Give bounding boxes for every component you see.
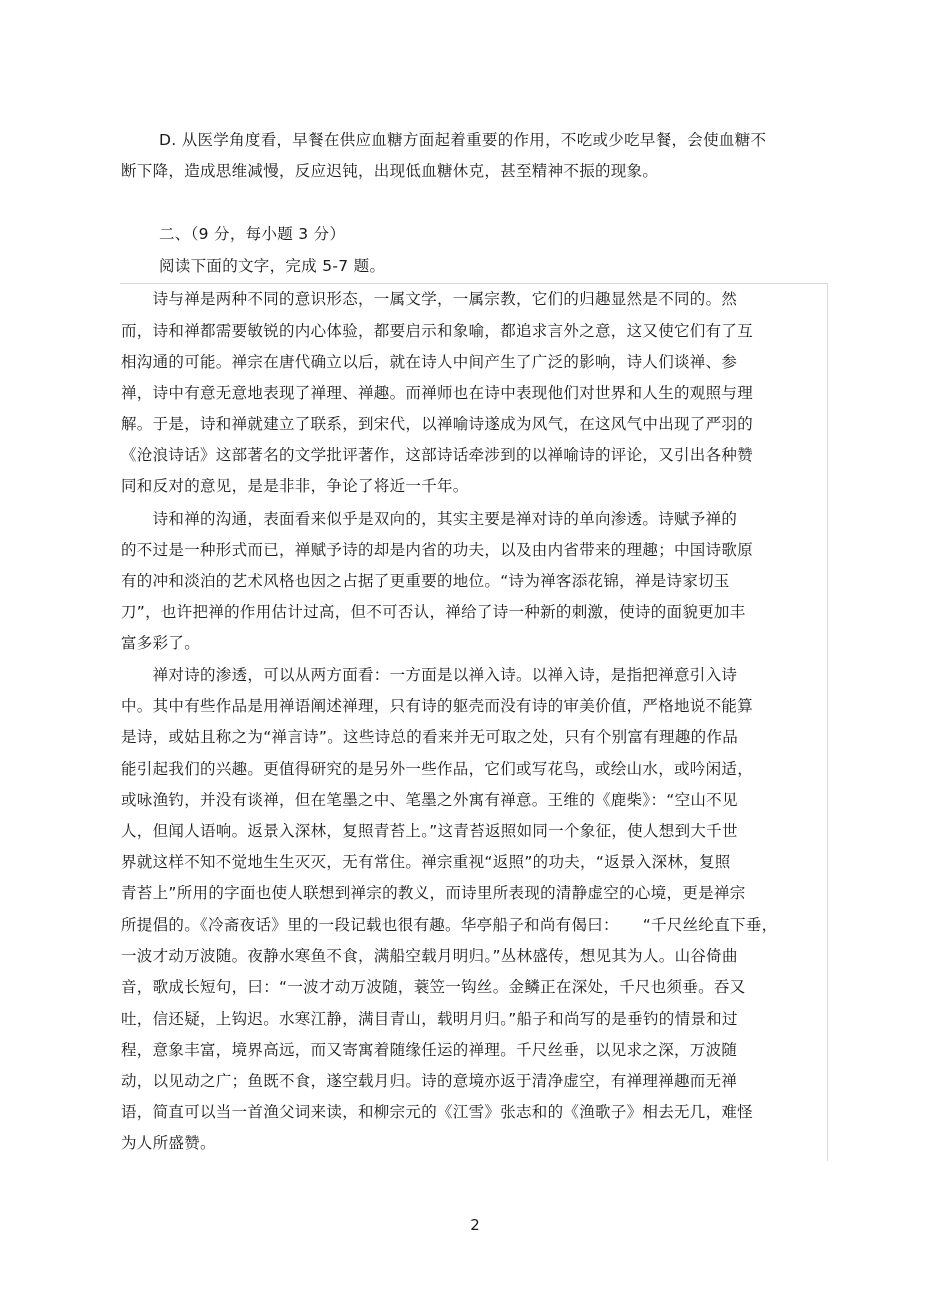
passage-line: 或咏渔钓，并没有谈禅，但在笔墨之中、笔墨之外寓有禅意。王维的《鹿柴》：“空山不见	[121, 791, 738, 809]
passage-line: 界就这样不知不觉地生生灭灭，无有常住。禅宗重视“返照”的功夫，“返景入深林，复照	[121, 853, 731, 871]
passage-line: 《沧浪诗话》这部著名的文学批评著作，这部诗话牵涉到的以禅喻诗的评论，又引出各种赞	[121, 446, 754, 464]
passage-line: 有的冲和淡泊的艺术风格也因之占据了更重要的地位。“诗为禅客添花锦，禅是诗家切玉	[121, 572, 730, 590]
option-d-line-1: D. 从医学角度看，早餐在供应血糖方面起着重要的作用，不吃或少吃早餐，会使血糖不	[159, 131, 767, 149]
passage-line: 同和反对的意见，是是非非，争论了将近一千年。	[121, 477, 469, 495]
passage-line: 的不过是一种形式而已，禅赋予诗的却是内省的功夫，以及由内省带来的理趣；中国诗歌原	[121, 541, 754, 559]
passage-line: 一波才动万波随。夜静水寒鱼不食，满船空载月明归。”丛林盛传，想见其为人。山谷倚曲	[121, 947, 738, 965]
passage-line: 刀”，也许把禅的作用估计过高，但不可否认，禅给了诗一种新的刺激，使诗的面貌更加丰	[121, 603, 746, 621]
section-instruction: 阅读下面的文字，完成 5-7 题。	[159, 257, 386, 275]
passage-line: 而，诗和禅都需要敏锐的内心体验，都要启示和象喻，都追求言外之意，这又使它们有了互	[121, 322, 754, 340]
passage-line: 程，意象丰富，境界高远，而又寄寓着随缘任运的禅理。千尺丝垂，以见求之深，万波随	[121, 1041, 738, 1059]
section-heading: 二、（9 分，每小题 3 分）	[159, 225, 346, 243]
option-d-line-2: 断下降，造成思维减慢，反应迟钝，出现低血糖休克，甚至精神不振的现象。	[121, 162, 659, 180]
passage-line: 富多彩了。	[121, 634, 201, 652]
passage-line: 禅对诗的渗透，可以从两方面看：一方面是以禅入诗。以禅入诗，是指把禅意引入诗	[121, 666, 738, 684]
passage-line: 所提倡的。《冷斋夜话》里的一段记载也很有趣。华亭船子和尚有偈曰： “千尺丝纶直下垂，	[121, 916, 778, 934]
passage-line: 为人所盛赞。	[121, 1134, 216, 1152]
passage-line: 音，歌成长短句，曰：“一波才动万波随，蓑笠一钩丝。金鳞正在深处，千尺也须垂。吞又	[121, 978, 746, 996]
passage-line: 中。其中有些作品是用禅语阐述禅理，只有诗的躯壳而没有诗的审美价值，严格地说不能算	[121, 697, 754, 715]
passage-line: 吐，信还疑，上钩迟。水寒江静，满目青山，载明月归。”船子和尚写的是垂钓的情景和过	[121, 1010, 738, 1028]
passage-line: 诗和禅的沟通，表面看来似乎是双向的，其实主要是禅对诗的单向渗透。诗赋予禅的	[121, 510, 738, 528]
passage-line: 是诗，或姑且称之为“禅言诗”。这些诗总的看来并无可取之处，只有个别富有理趣的作品	[121, 728, 739, 746]
passage-line: 青苔上”所用的字面也使人联想到禅宗的教义，而诗里所表现的清静虚空的心境，更是禅宗	[121, 884, 746, 902]
passage-line: 语，简直可以当一首渔父词来读，和柳宗元的《江雪》张志和的《渔歌子》相去无几，难怪	[121, 1103, 754, 1121]
passage-line: 相沟通的可能。禅宗在唐代确立以后，就在诗人中间产生了广泛的影响，诗人们谈禅、参	[121, 353, 738, 371]
passage-line: 人，但闻人语响。返景入深林，复照青苔上。”这青苔返照如同一个象征，使人想到大千世	[121, 822, 738, 840]
passage-line: 诗与禅是两种不同的意识形态，一属文学，一属宗教，它们的归趣显然是不同的。然	[121, 290, 738, 308]
passage-line: 禅，诗中有意无意地表现了禅理、禅趣。而禅师也在诗中表现他们对世界和人生的观照与理	[121, 384, 754, 402]
passage-line: 解。于是，诗和禅就建立了联系，到宋代，以禅喻诗遂成为风气，在这风气中出现了严羽的	[121, 415, 754, 433]
passage-line: 能引起我们的兴趣。更值得研究的是另外一些作品，它们或写花鸟，或绘山水，或吟闲适，	[121, 760, 754, 778]
passage-line: 动，以见动之广；鱼既不食，遂空载月归。诗的意境亦返于清净虚空，有禅理禅趣而无禅	[121, 1072, 738, 1090]
page-number: 2	[470, 1216, 480, 1234]
